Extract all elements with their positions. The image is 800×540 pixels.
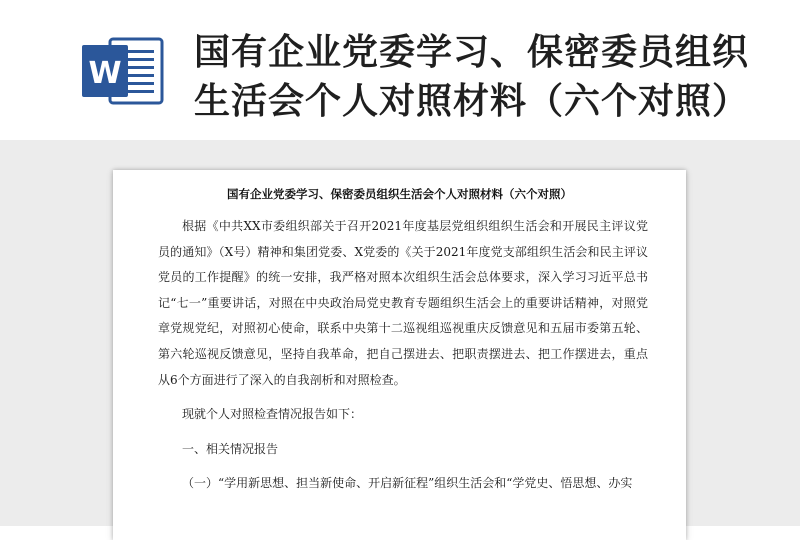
section-heading: 一、相关情况报告 [182, 441, 279, 456]
page-title: 国有企业党委学习、保密委员组织生活会个人对照材料（六个对照） [194, 32, 750, 122]
subsection-heading: （一）“学用新思想、担当新使命、开启新征程”组织生活会和“学党史、悟思想、办实 [182, 476, 633, 491]
header-banner [0, 0, 800, 140]
paragraph-intro: 根据《中共XX市委组织部关于召开2021年度基层党组织组织生活会和开展民主评议党员的通知》（X号）精神和集团党委、X党委的《关于2021年度党支部组织生活会和民主评议党员的工作提醒》的统一安排，我严格对照本次组织生活会总体要求，深入学习习近平总书记“七一”重要讲话，对照在中央政治局党史教育专题组织生活会上的重要讲话精神，对照党章党规党纪，对照初心使命，联系中央第十二巡视组巡视重庆反馈意见和五届市委第五轮、第六轮巡视反馈意见，坚持自我革命，把自己摆进去、把职责摆进去、把工作摆进去，重点从6个方面进行了深入的自我剖析和对照检查。 [158, 219, 648, 387]
document-title: 国有企业党委学习、保密委员组织生活会个人对照材料（六个对照） [227, 187, 572, 201]
document-page [113, 170, 686, 540]
word-document-icon [80, 33, 166, 109]
document-body [158, 214, 648, 497]
svg-text:W: W [88, 56, 122, 91]
paragraph-report-lead: 现就个人对照检查情况报告如下： [182, 407, 363, 422]
document-preview-area [0, 140, 800, 526]
